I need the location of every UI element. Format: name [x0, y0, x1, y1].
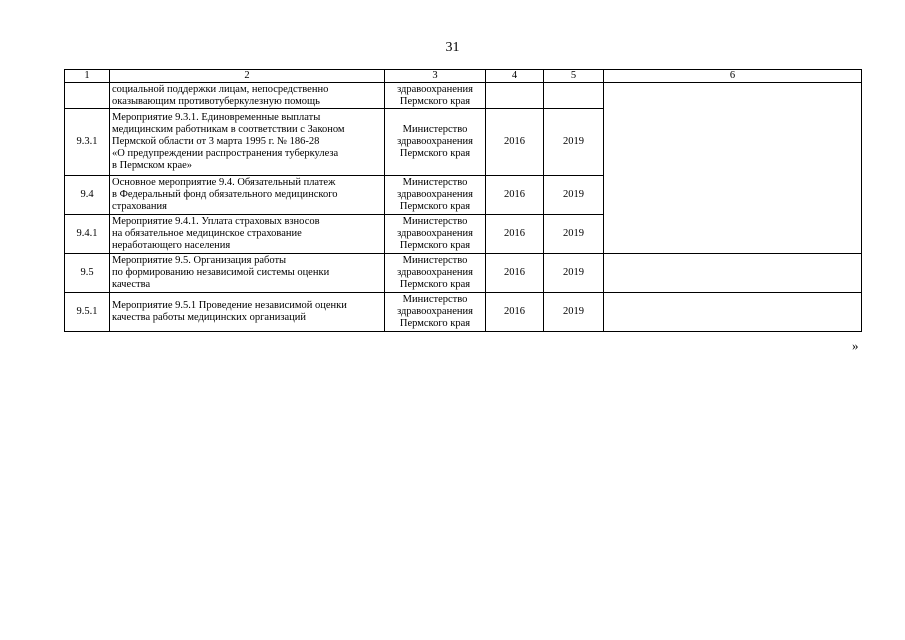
executor-line: Министерство — [402, 177, 468, 188]
row-number: 9.4 — [65, 176, 110, 215]
end-year: 2019 — [544, 215, 604, 254]
measure-name-line: страхования — [112, 201, 167, 212]
executor-line: Пермского края — [399, 240, 471, 251]
column-6-cell — [604, 254, 862, 293]
measure-name — [110, 215, 385, 254]
measure-name-line: Основное мероприятие 9.4. Обязательный платеж — [112, 177, 336, 188]
executor-line: здравоохранения — [397, 83, 473, 95]
measure-name — [110, 293, 385, 332]
executor-line: здравоохранения — [397, 267, 473, 278]
table-row — [65, 293, 862, 332]
measure-name-line: «О предупреждении распространения туберкулеза — [112, 148, 339, 159]
measure-name — [110, 254, 385, 293]
executor-line: здравоохранения — [397, 306, 473, 317]
measure-name-line: качества — [112, 279, 151, 290]
executor-line: Министерство — [402, 216, 468, 227]
end-year: 2019 — [544, 254, 604, 293]
header-cell-3: 3 — [385, 70, 486, 83]
header-cell-1: 1 — [65, 70, 110, 83]
header-cell-5: 5 — [544, 70, 604, 83]
start-year: 2016 — [486, 293, 544, 332]
start-year: 2016 — [486, 254, 544, 293]
measure-name-line: качества работы медицинских организаций — [112, 312, 306, 323]
executor-line: Министерство — [402, 255, 468, 266]
measure-name-line: Мероприятие 9.4.1. Уплата страховых взносов — [112, 216, 320, 227]
page-number: 31 — [445, 40, 460, 55]
executor-line: Пермского края — [399, 318, 471, 329]
measure-name-line: Мероприятие 9.3.1. Единовременные выплаты — [112, 112, 321, 123]
row-number: 9.5 — [65, 254, 110, 293]
measure-name-line: социальной поддержки лицам, непосредственно — [112, 83, 329, 95]
column-6-cell — [604, 293, 862, 332]
measure-name-line: Мероприятие 9.5.1 Проведение независимой оценки — [112, 300, 347, 311]
closing-quote: » — [852, 338, 859, 353]
measure-name-line: оказывающим противотуберкулезную помощь — [112, 95, 320, 107]
executor-line: Пермского края — [399, 279, 471, 290]
measure-name-line: медицинским работникам в соответствии с Законом — [112, 124, 345, 135]
row-number: 9.3.1 — [65, 109, 110, 176]
header-cell-4: 4 — [486, 70, 544, 83]
start-year: 2016 — [486, 215, 544, 254]
row-number — [65, 83, 110, 109]
executor-line: Пермского края — [399, 148, 471, 159]
header-row — [65, 70, 862, 83]
executor — [385, 254, 486, 293]
measure-name-line: по формированию независимой системы оценки — [112, 267, 330, 278]
measure-name-line: в Пермском крае» — [112, 160, 193, 171]
measure-name-line: Пермской области от 3 марта 1995 г. № 186-28 — [112, 136, 320, 147]
executor-line: Пермского края — [399, 95, 471, 107]
table-row — [65, 254, 862, 293]
measure-name-line: на обязательное медицинское страхование — [112, 228, 302, 239]
executor-line: Министерство — [402, 294, 468, 305]
executor — [385, 293, 486, 332]
start-year: 2016 — [486, 109, 544, 176]
executor — [385, 176, 486, 215]
table-row — [65, 83, 862, 109]
column-6-cell — [604, 83, 862, 254]
program-table — [64, 69, 862, 332]
measure-name — [110, 176, 385, 215]
row-number: 9.4.1 — [65, 215, 110, 254]
executor — [385, 109, 486, 176]
start-year: 2016 — [486, 176, 544, 215]
executor-line: здравоохранения — [397, 228, 473, 239]
end-year: 2019 — [544, 109, 604, 176]
executor-line: здравоохранения — [397, 136, 473, 147]
executor — [385, 83, 486, 109]
measure-name — [110, 109, 385, 176]
executor — [385, 215, 486, 254]
end-year: 2019 — [544, 293, 604, 332]
executor-line: здравоохранения — [397, 189, 473, 200]
measure-name-line: неработающего населения — [112, 240, 231, 251]
executor-line: Министерство — [402, 124, 468, 135]
header-cell-2: 2 — [110, 70, 385, 83]
end-year: 2019 — [544, 176, 604, 215]
measure-name — [110, 83, 385, 109]
measure-name-line: Мероприятие 9.5. Организация работы — [112, 255, 287, 266]
executor-line: Пермского края — [399, 201, 471, 212]
start-year — [486, 83, 544, 109]
header-cell-6: 6 — [604, 70, 862, 83]
row-number: 9.5.1 — [65, 293, 110, 332]
end-year — [544, 83, 604, 109]
measure-name-line: в Федеральный фонд обязательного медицинского — [112, 189, 338, 200]
